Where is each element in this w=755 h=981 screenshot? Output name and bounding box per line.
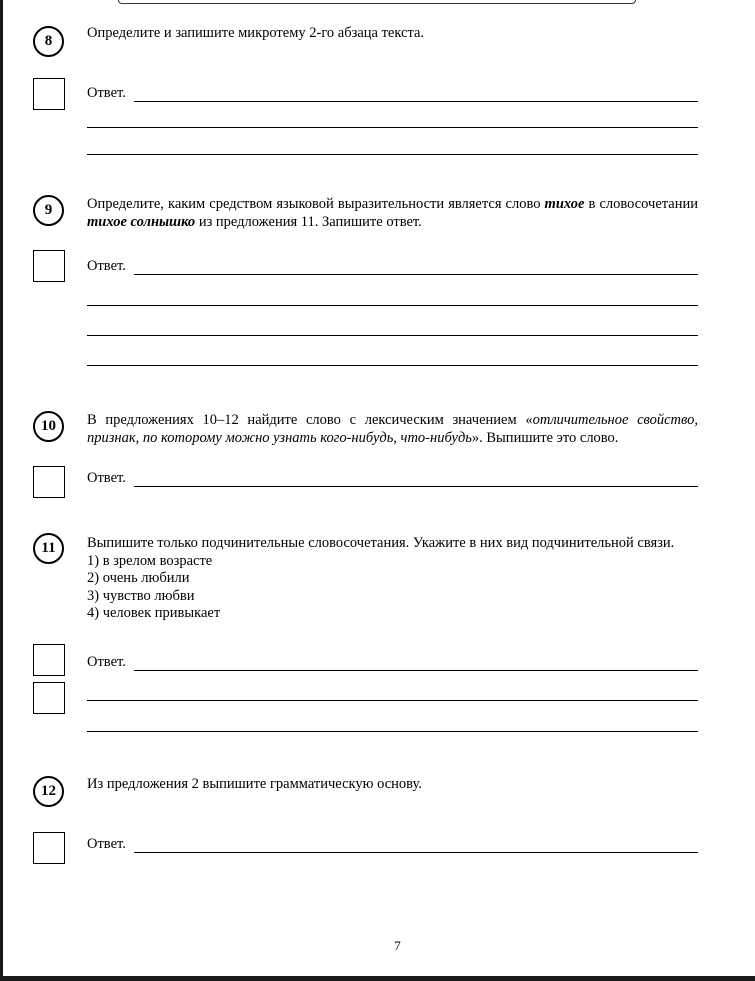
- answer-label: Ответ.: [87, 85, 126, 101]
- question-12-answer-row[interactable]: [87, 836, 698, 856]
- page-top-tab: [118, 0, 636, 4]
- question-11-text: [87, 535, 698, 623]
- question-9-text-part-3: из предложения 11. Запишите ответ.: [195, 213, 422, 230]
- question-11-answer-row[interactable]: [87, 654, 698, 674]
- question-12-answer-box[interactable]: [33, 832, 65, 864]
- question-9-text: [87, 196, 698, 231]
- question-11-option-3: 3) чувство любви: [87, 587, 195, 604]
- page-number: 7: [394, 938, 401, 953]
- answer-label: Ответ.: [87, 470, 126, 486]
- question-9-answer-box[interactable]: [33, 250, 65, 282]
- question-8-extra-line-1[interactable]: [87, 127, 698, 128]
- question-12-text: Из предложения 2 выпишите грамматическую основу.: [87, 776, 422, 792]
- question-9-extra-line-2[interactable]: [87, 335, 698, 336]
- question-9-text-part-2: в словосочетании: [584, 196, 698, 212]
- question-8-answer-row[interactable]: [87, 85, 698, 105]
- answer-line[interactable]: [134, 670, 698, 671]
- question-9-text-part-1: Определите, каким средством языковой выразительности является слово: [87, 196, 545, 212]
- question-10-answer-box[interactable]: [33, 466, 65, 498]
- question-8-answer-box[interactable]: [33, 78, 65, 110]
- answer-line[interactable]: [134, 274, 698, 275]
- question-11-number: 11: [33, 533, 64, 564]
- answer-line[interactable]: [134, 852, 698, 853]
- question-9-extra-line-3[interactable]: [87, 365, 698, 366]
- question-11-answer-box-1[interactable]: [33, 644, 65, 676]
- answer-line[interactable]: [134, 486, 698, 487]
- question-9-answer-row[interactable]: [87, 258, 698, 278]
- question-10-text-part-1: В предложениях 10–12 найдите слово с лексическим значением «: [87, 412, 533, 428]
- question-9-phrase: тихое солнышко: [87, 213, 196, 230]
- question-11-option-1: 1) в зрелом возрасте: [87, 552, 213, 569]
- question-9-keyword: тихое: [544, 196, 585, 212]
- question-11-option-2: 2) очень любили: [87, 570, 190, 586]
- answer-label: Ответ.: [87, 258, 126, 274]
- question-9-number: 9: [33, 195, 64, 226]
- question-11-prompt: Выпишите только подчинительные словосочетания. Укажите в них вид подчинительной связи.: [87, 535, 675, 551]
- page-border-left: [0, 0, 3, 981]
- answer-label: Ответ.: [87, 836, 126, 852]
- question-10-answer-row[interactable]: [87, 470, 698, 490]
- question-9-extra-line-1[interactable]: [87, 305, 698, 306]
- question-11-answer-box-2[interactable]: [33, 682, 65, 714]
- question-8-text: Определите и запишите микротему 2-го абзаца текста.: [87, 25, 425, 41]
- question-8-extra-line-2[interactable]: [87, 154, 698, 155]
- answer-line[interactable]: [134, 101, 698, 102]
- page-border-bottom: [0, 976, 755, 981]
- question-11-option-4: 4) человек привыкает: [87, 605, 221, 621]
- answer-label: Ответ.: [87, 654, 126, 670]
- question-10-number: 10: [33, 411, 64, 442]
- question-10-definition: отличительное свойство, признак, по которому можно узнать кого-нибудь, что-нибудь: [87, 412, 699, 446]
- question-10-text: [87, 412, 698, 447]
- question-8-number: 8: [33, 26, 64, 57]
- question-12-number: 12: [33, 776, 64, 807]
- question-10-text-part-2: ». Выпишите это слово.: [471, 429, 619, 446]
- question-11-extra-line-1[interactable]: [87, 700, 698, 701]
- question-11-extra-line-2[interactable]: [87, 731, 698, 732]
